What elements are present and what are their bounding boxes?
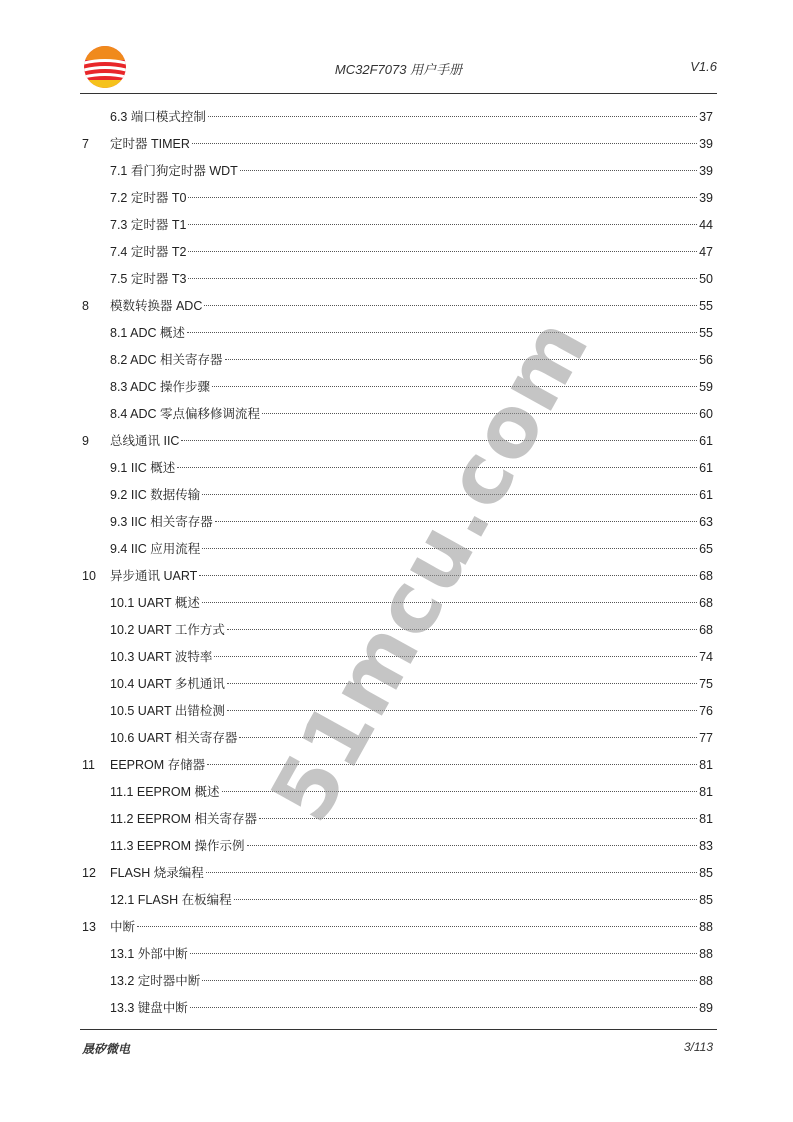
toc-entry[interactable] [80,293,713,320]
toc-page-number[interactable]: 68 [699,623,713,637]
toc-dot-leader [181,439,697,441]
toc-page-number[interactable]: 74 [699,650,713,664]
toc-entry-line[interactable] [110,185,713,212]
toc-page-number[interactable]: 60 [699,407,713,421]
toc-entry-line[interactable] [110,941,713,968]
toc-entry-label[interactable]: 定时器 TIMER [110,137,190,151]
toc-entry[interactable] [80,320,713,347]
toc-dot-leader [240,169,697,171]
toc-dot-leader [188,223,697,225]
toc-entry-label[interactable]: 11.2 EEPROM 相关寄存器 [110,812,258,826]
footer-company: 晟矽微电 [82,1042,131,1056]
toc-entry[interactable] [80,266,713,293]
toc-dot-leader [208,115,697,117]
toc-dot-leader [222,790,698,792]
toc-entry-line[interactable] [110,617,713,644]
toc-page-number[interactable]: 39 [699,191,713,205]
toc-entry[interactable] [80,644,713,671]
toc-entry-label[interactable]: 8.3 ADC 操作步骤 [110,380,211,394]
toc-dot-leader [187,331,697,333]
toc-entry-label[interactable]: 9.1 IIC 概述 [110,461,176,475]
toc-entry-line[interactable] [110,428,713,455]
toc-entry-line[interactable] [110,563,713,590]
toc-page-number[interactable]: 81 [699,758,713,772]
toc-entry-label[interactable]: 7.3 定时器 T1 [110,218,187,232]
toc-entry[interactable] [80,536,713,563]
toc-page-number[interactable]: 61 [699,461,713,475]
toc-entry-line[interactable] [110,374,713,401]
toc-entry-line[interactable] [110,131,713,158]
toc-chapter-number: 10 [82,569,96,583]
toc-dot-leader [225,358,698,360]
toc-entry-line[interactable] [110,779,713,806]
toc-entry-label[interactable]: 10.2 UART 工作方式 [110,623,225,637]
toc-entry-line[interactable] [110,347,713,374]
toc-page-number[interactable]: 81 [699,785,713,799]
document-version: V1.6 [690,59,717,74]
toc-entry-line[interactable] [110,401,713,428]
toc-entry[interactable] [80,131,713,158]
toc-page-number[interactable]: 65 [699,542,713,556]
toc-page-number[interactable]: 83 [699,839,713,853]
toc-entry-line[interactable] [110,725,713,752]
toc-dot-leader [137,925,697,927]
footer-rule [80,1029,717,1030]
toc-entry-label[interactable]: 13.1 外部中断 [110,947,188,961]
toc-entry-label[interactable]: 13.3 键盘中断 [110,1001,188,1015]
toc-page-number[interactable]: 63 [699,515,713,529]
table-of-contents [80,104,713,1022]
toc-entry[interactable] [80,563,713,590]
toc-chapter-number: 9 [82,434,89,448]
toc-entry-label[interactable]: 7.5 定时器 T3 [110,272,187,286]
toc-entry[interactable] [80,806,713,833]
toc-entry-line[interactable] [110,914,713,941]
toc-page-number[interactable]: 39 [699,137,713,151]
toc-entry-line[interactable] [110,239,713,266]
toc-page-number[interactable]: 88 [699,947,713,961]
toc-entry[interactable] [80,833,713,860]
toc-page-number[interactable]: 75 [699,677,713,691]
toc-dot-leader [227,682,697,684]
toc-dot-leader [214,655,697,657]
toc-entry-line[interactable] [110,833,713,860]
toc-dot-leader [215,520,697,522]
toc-entry-label[interactable]: 总线通讯 IIC [110,434,180,448]
toc-dot-leader [207,763,697,765]
toc-page-number[interactable]: 85 [699,893,713,907]
toc-entry-line[interactable] [110,752,713,779]
toc-entry[interactable] [80,347,713,374]
toc-entry[interactable] [80,941,713,968]
toc-entry[interactable] [80,104,713,131]
toc-entry[interactable] [80,185,713,212]
toc-entry-line[interactable] [110,320,713,347]
toc-dot-leader [212,385,697,387]
toc-entry-line[interactable] [110,158,713,185]
toc-dot-leader [188,250,697,252]
toc-entry-line[interactable] [110,644,713,671]
toc-dot-leader [227,628,697,630]
toc-entry-label[interactable]: 8.1 ADC 概述 [110,326,186,340]
toc-dot-leader [239,736,697,738]
watermark: 51mcu.com [251,300,609,838]
toc-entry[interactable] [80,590,713,617]
toc-entry-line[interactable] [110,995,713,1022]
toc-dot-leader [199,574,697,576]
toc-entry[interactable] [80,374,713,401]
toc-entry-label[interactable]: 10.3 UART 波特率 [110,650,213,664]
toc-entry[interactable] [80,617,713,644]
toc-entry-label[interactable]: 8.2 ADC 相关寄存器 [110,353,223,367]
toc-chapter-number: 8 [82,299,89,313]
toc-entry-label[interactable]: 13.2 定时器中断 [110,974,201,988]
toc-page-number[interactable]: 50 [699,272,713,286]
toc-page-number[interactable]: 81 [699,812,713,826]
toc-dot-leader [190,1006,697,1008]
page-header [80,40,717,94]
toc-dot-leader [190,952,697,954]
toc-chapter-number: 11 [82,758,95,772]
toc-entry-line[interactable] [110,482,713,509]
toc-entry[interactable] [80,401,713,428]
toc-entry-label[interactable]: 12.1 FLASH 在板编程 [110,893,232,907]
toc-dot-leader [188,196,697,198]
toc-entry-label[interactable]: 10.6 UART 相关寄存器 [110,731,238,745]
toc-entry-label[interactable]: 6.3 端口模式控制 [110,110,206,124]
toc-dot-leader [202,547,697,549]
toc-entry-line[interactable] [110,536,713,563]
toc-dot-leader [262,412,697,414]
toc-entry-label[interactable]: 7.4 定时器 T2 [110,245,187,259]
toc-dot-leader [177,466,697,468]
toc-page-number[interactable]: 61 [699,488,713,502]
toc-entry[interactable] [80,725,713,752]
toc-page-number[interactable]: 47 [699,245,713,259]
toc-entry-label[interactable]: 9.2 IIC 数据传输 [110,488,201,502]
header-rule [80,93,717,94]
toc-page-number[interactable]: 77 [699,731,713,745]
toc-entry[interactable] [80,968,713,995]
toc-dot-leader [259,817,697,819]
toc-entry-line[interactable] [110,698,713,725]
toc-entry-line[interactable] [110,266,713,293]
toc-entry-line[interactable] [110,806,713,833]
toc-entry-label[interactable]: 异步通讯 UART [110,569,198,583]
toc-entry-line[interactable] [110,671,713,698]
toc-entry-line[interactable] [110,887,713,914]
toc-page-number[interactable]: 68 [699,596,713,610]
toc-dot-leader [202,493,697,495]
toc-entry-label[interactable]: 8.4 ADC 零点偏移修调流程 [110,407,261,421]
toc-page-number[interactable]: 44 [699,218,713,232]
toc-entry-line[interactable] [110,590,713,617]
toc-dot-leader [227,709,697,711]
toc-entry-label[interactable]: 10.5 UART 出错检测 [110,704,225,718]
toc-entry-line[interactable] [110,860,713,887]
toc-entry-line[interactable] [110,104,713,131]
toc-entry[interactable] [80,995,713,1022]
toc-entry[interactable] [80,239,713,266]
toc-page-number[interactable]: 59 [699,380,713,394]
document-title: MC32F7073 用户手册 [334,62,463,77]
toc-entry[interactable] [80,779,713,806]
toc-entry-label[interactable]: 9.4 IIC 应用流程 [110,542,201,556]
toc-page-number[interactable]: 85 [699,866,713,880]
toc-page-number[interactable]: 61 [699,434,713,448]
toc-chapter-number: 12 [82,866,96,880]
toc-entry-label[interactable]: 中断 [110,920,136,934]
toc-page-number[interactable]: 68 [699,569,713,583]
toc-dot-leader [247,844,698,846]
toc-page-number[interactable]: 76 [699,704,713,718]
toc-entry-label[interactable]: 10.1 UART 概述 [110,596,200,610]
toc-entry-line[interactable] [110,293,713,320]
toc-entry[interactable] [80,509,713,536]
toc-entry-label[interactable]: 11.1 EEPROM 概述 [110,785,220,799]
toc-entry[interactable] [80,158,713,185]
toc-entry-line[interactable] [110,509,713,536]
toc-entry[interactable] [80,860,713,887]
toc-entry-line[interactable] [110,455,713,482]
toc-dot-leader [188,277,697,279]
toc-entry-label[interactable]: FLASH 烧录编程 [110,866,204,880]
toc-entry[interactable] [80,212,713,239]
toc-chapter-number: 7 [82,137,89,151]
toc-entry[interactable] [80,671,713,698]
toc-chapter-number: 13 [82,920,96,934]
toc-entry[interactable] [80,914,713,941]
toc-entry-line[interactable] [110,968,713,995]
toc-entry-label[interactable]: 7.2 定时器 T0 [110,191,187,205]
toc-entry-label[interactable]: 7.1 看门狗定时器 WDT [110,164,238,178]
toc-page-number[interactable]: 88 [699,920,713,934]
toc-page-number[interactable]: 55 [699,326,713,340]
toc-entry-label[interactable]: 模数转换器 ADC [110,299,203,313]
toc-page-number[interactable]: 55 [699,299,713,313]
toc-entry[interactable] [80,482,713,509]
toc-page-number[interactable]: 37 [699,110,713,124]
toc-entry[interactable] [80,428,713,455]
toc-dot-leader [202,601,697,603]
toc-entry[interactable] [80,752,713,779]
toc-dot-leader [204,304,697,306]
footer-page-number: 3/113 [683,1040,713,1054]
toc-page-number[interactable]: 88 [699,974,713,988]
toc-entry-label[interactable]: EEPROM 存储器 [110,758,206,772]
toc-page-number[interactable]: 56 [699,353,713,367]
toc-dot-leader [234,898,698,900]
toc-dot-leader [192,142,697,144]
toc-dot-leader [202,979,697,981]
toc-entry-label[interactable]: 10.4 UART 多机通讯 [110,677,225,691]
toc-dot-leader [206,871,697,873]
toc-entry[interactable] [80,455,713,482]
toc-entry[interactable] [80,887,713,914]
toc-entry-label[interactable]: 11.3 EEPROM 操作示例 [110,839,245,853]
toc-entry[interactable] [80,698,713,725]
toc-page-number[interactable]: 39 [699,164,713,178]
toc-page-number[interactable]: 89 [699,1001,713,1015]
toc-entry-label[interactable]: 9.3 IIC 相关寄存器 [110,515,213,529]
toc-entry-line[interactable] [110,212,713,239]
